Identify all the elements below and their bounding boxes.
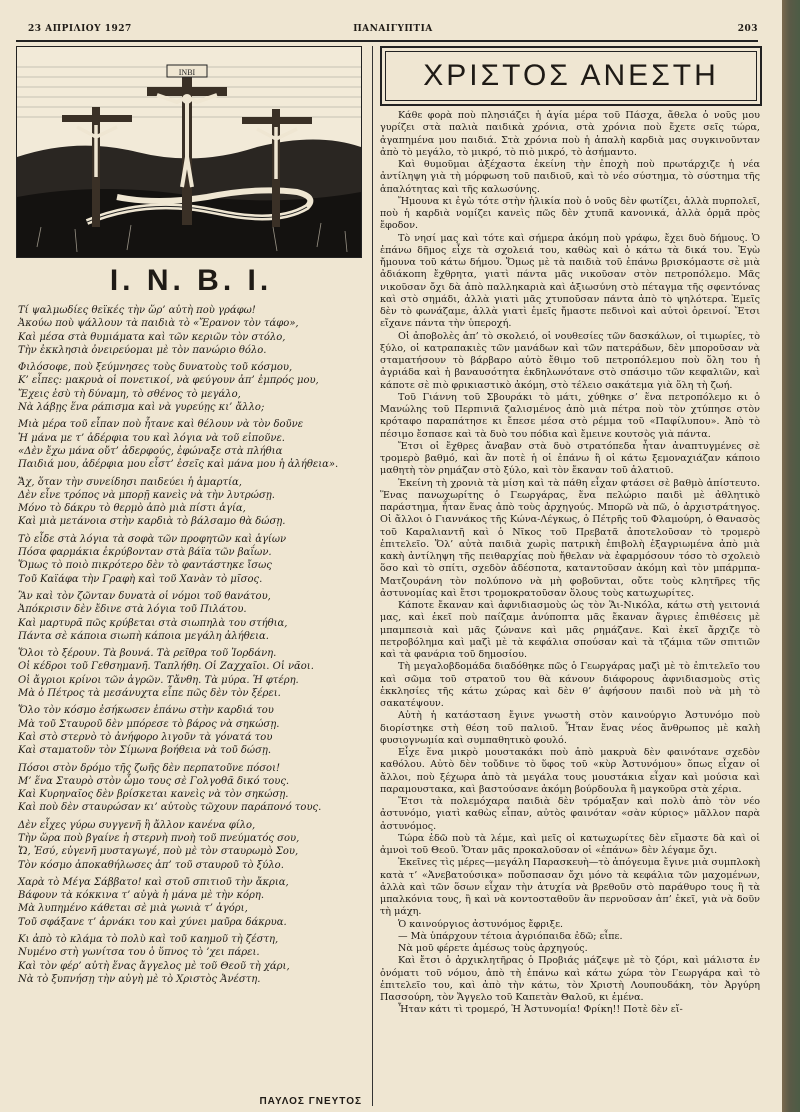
poem-line: Ἔχεις ἐσὺ τὴ δύναμη, τὸ σθένος τὸ μεγάλο,: [18, 388, 241, 400]
right-column: [380, 46, 764, 1108]
crucifixion-engraving: [16, 46, 362, 258]
poem-line: Ὅλο τὸν κόσμο ἐσήκωσεν ἐπάνω στὴν καρδιά του: [18, 705, 274, 717]
poem-stanza: [18, 476, 364, 529]
poem-line: Μὰ λυπημένο κάθεται σὲ μιὰ γωνιὰ τ’ ἀγόρι,: [18, 903, 248, 915]
poem-line: Ἀπόκρισιν δὲν ἔδινε στὰ λόγια τοῦ Πιλάτου.: [18, 604, 247, 616]
article-title: ΧΡΙΣΤΟΣ ΑΝΕΣΤΗ: [385, 51, 757, 101]
article-paragraph: Καὶ ἔτσι ὁ ἀρχικλητῆρας ὁ Προβιάς μάζεψε μὲ τὸ ζόρι, καὶ μάλιστα ἐν ὀνόματι τοῦ νόμου, ἀπὸ τὴ ἐπάνω καὶ κάτω χώρα τὸν Γεωργάρα καὶ τὸ ἐπιτελεῖο του, καὶ ἀπὸ τὴν κάτω, τὸν Χριστὴ Λουπουδάκη, τὸν Ἀργύρη Πασσούρη, τὸν Ἄγγελο τοῦ Καπετὰν Θαλοῦ, κι ἐμένα.: [380, 955, 760, 1003]
poem-stanza: [18, 418, 364, 471]
poem-stanza: [18, 361, 364, 414]
poem-line: Κι ἀπὸ τὸ κλάμα τὸ πολὺ καὶ τοῦ καημοῦ τὴ ζέστη,: [18, 934, 279, 946]
poem-line: Τὸ εἶδε στὰ λόγια τὰ σοφὰ τῶν προφητῶν καὶ ἁγίων: [18, 533, 287, 545]
poem-line: Οἱ ἄγριοι κρίνοι τῶν ἀγρῶν. Τἄνθη. Τὰ μύρα. Ἡ φτέρη.: [18, 674, 299, 686]
article-paragraph: Τὴ μεγαλοβδομάδα διαδόθηκε πῶς ὁ Γεωργάρας μαζὶ μὲ τὸ ἐπιτελεῖο του καὶ σῶμα τοῦ στρατοῦ του θὰ κάνουν διάφορους ἀφνιδιασμοὺς στὶς ἐκκλησίες τῆς κάτω χώρας καὶ δὲν θ’ ἀφήσουν παιδὶ ποὺ νὰ μὴ τὸ σακατέψουν.: [380, 661, 760, 709]
issue-date: 23 ΑΠΡΙΛΙΟΥ 1927: [28, 24, 132, 34]
poem-line: Φιλόσοφε, ποὺ ξεύμνησες τοὺς δυνατοὺς τοῦ κόσμου,: [18, 362, 293, 374]
poem-line: Τί ψαλμωδίες θεϊκές τὴν ὥρ’ αὐτὴ ποὺ γράφω!: [18, 305, 256, 316]
poem-line: Μ’ ἕνα Σταυρὸ στὸν ὦμο τους σὲ Γολγοθᾶ δικό τους.: [18, 775, 290, 787]
poem-line: Καὶ τὸν φέρ’ αὐτὴ ἕνας ἄγγελος μὲ τοῦ Θεοῦ τὴ χάρι,: [18, 960, 290, 972]
poem-line: Ἂν καὶ τὸν ζῶνταν δυνατὰ οἱ νόμοι τοῦ θανάτου,: [18, 590, 271, 602]
poem-line: Παιδιά μου, ἀδέρφια μου εἶστ’ ἐσεῖς καὶ μάνα μου ἡ ἀλήθεια».: [18, 459, 339, 471]
article-paragraph: Νὰ μοῦ φέρετε ἀμέσως τοὺς ἀρχηγούς.: [398, 943, 588, 954]
poem-line: Τὴν ἐκκλησιὰ ὀνειρεύομαι μὲ τὸν πανώριο θόλο.: [18, 344, 267, 356]
poem-line: Ἡ μάνα με τ’ ἀδέρφια του καὶ λόγια νὰ τοῦ εἰποῦνε.: [18, 432, 285, 444]
article-paragraph: Εἶχε ἕνα μικρὸ μουστακάκι ποὺ ἀπὸ μακρυὰ δὲν φαινότανε σχεδὸν καθόλου. Αὐτὸ δὲν τοὔδινε τὸ ὕφος τοῦ «κὺρ Ἀστυνόμου» ὅπως εἶχαν οἱ ἄλλοι, ποὺ ξέχωρα ἀπὸ τὰ μεγάλα τους μουστάκια εἶχαν καὶ μούσια καὶ παραμουστακα, καὶ βαστούσανε ἀκόμη βούρδουλα ἢ μαγκοῦρα στὰ χέρια.: [380, 747, 760, 795]
article-paragraph: Ἔτσι οἱ ἔχθρες ἄναβαν στὰ δυὸ στρατόπεδα ἦταν ἀναπτυγμένες σὲ τρομερὸ βαθμό, καὶ ἂν ποτὲ ἡ οἱ ἐπάνω ἢ οἱ κάτω ξεμοναχιάζαν κάποιο μαθητὴ τὸν ρημάζαν στὸ ξύλο, καὶ τὸν ἔκαναν τοῦ ἀλατιοῦ.: [380, 440, 760, 477]
article-paragraph: Τοῦ Γιάννη τοῦ Σβουράκι τὸ μάτι, χύθηκε σ’ ἕνα πετροπόλεμο κι ὁ Μανώλης τοῦ Περπινιᾶ ζαλισμένος ἀπὸ μιὰ πέτρα ποὺ τὸν χτύπησε στὸν κρόταφο παραπάτησε κι ἔπεσε μέσα στὸ ρέμμα τοῦ «Παφίλυπου». Ἀπὸ τὸ πέσιμο ἔσπασε καὶ τὰ δυὸ του πόδια καὶ ἔμεινε κουτσὸς γιὰ πάντα.: [380, 391, 760, 440]
poem-line: Ὅμως τὸ ποιὸ πικρότερο δὲν τὸ φαντάστηκε ἴσως: [18, 560, 272, 572]
poem-stanza: [18, 819, 364, 872]
article-paragraph: Κάθε φορὰ ποὺ πλησιάζει ἡ ἁγία μέρα τοῦ Πάσχα, ἄθελα ὁ νοῦς μου γυρίζει στὰ παλιὰ παιδικὰ χρόνια, στὰ χρόνια ποὺ ἔχετε σεῖς τώρα, ἀγαπημένα μου παιδιά. Στὰ χρόνια ποὺ ἡ ἁπαλὴ καρδιὰ μας συγκινοῦνταν ἀπὸ τὸ μεγάλο, τὸ μικρό, τὸ πιὸ μικρό, τὸ ἀσήμαντο.: [380, 110, 760, 158]
poem-line: Ἄχ, ὅταν τὴν συνείδησι παιδεύει ἡ ἁμαρτία,: [18, 476, 242, 488]
article-paragraph: Τώρα ἐδῶ ποὺ τὰ λέμε, καὶ μεῖς οἱ κατωχωρίτες δὲν εἴμαστε δὰ καὶ οἱ ἀμνοὶ τοῦ Θεοῦ. Ὅταν μᾶς προκαλοῦσαν οἱ «ἐπάνω» δὲν λέγαμε ὄχι.: [380, 832, 760, 856]
poem-line: Καὶ ποὺ δὲν σταυρώσαν κι’ αὐτοὺς τῶχουν παράπονό τους.: [18, 802, 322, 814]
poem-stanza: [18, 933, 364, 986]
article-paragraph: Αὐτὴ ἡ κατάσταση ἔγινε γνωστὴ στὸν καινούργιο Ἀστυνόμο ποὺ διορίστηκε στὴ θέση τοῦ παλιοῦ. Ἦταν ἕνας νέος ἄνθρωπος μὲ καλὴ φυσιογνωμία καὶ συμπαθητικὸ φουλό.: [380, 710, 760, 746]
running-head: [28, 24, 758, 38]
poem-line: «Δὲν ἔχω μάνα οὔτ’ ἀδερφούς, ἐφώναξε στὰ πλήθια: [18, 445, 283, 457]
poem-line: Ὅλοι τὸ ξέρουν. Τὰ βουνά. Τὰ ρεῖθρα τοῦ Ἰορδάνη.: [18, 648, 277, 660]
poem-line: Κ’ εἶπες: μακρυὰ οἱ πονετικοί, νὰ φεύγουν ἀπ’ ἐμπρός μου,: [18, 375, 319, 387]
article-paragraph: Ἦταν κάτι τὶ τρομερό, Ἡ Ἀστυνομία! Φρίκη!! Ποτὲ δὲν εἴ-: [398, 1004, 683, 1016]
poem-stanza: [18, 304, 364, 357]
poem-line: Καὶ μέσα στὰ θυμιάματα καὶ τῶν κεριῶν τὸν στόλο,: [18, 331, 286, 343]
header-rule: [16, 40, 758, 42]
article-paragraph: Καὶ θυμοῦμαι ἀξέχαστα ἐκείνη τὴν ἐποχὴ ποὺ πρωτάρχιζε ἡ νέα ἀντίληψη γιὰ τὴ μόρφωση τοῦ παιδιοῦ, καὶ τὸ νέο σύστημα, τὸ σύστημα τῆς ἁπαλότητας καὶ τῆς καλωσύνης.: [380, 159, 760, 195]
poem-line: Πόσοι στὸν δρόμο τῆς ζωῆς δὲν περπατοῦνε πόσοι!: [18, 762, 281, 774]
poem-line: Δὲν εἶνε τρόπος νὰ μπορῇ κανεὶς νὰ τὴν λυτρώσῃ.: [18, 489, 275, 501]
left-column: [16, 46, 366, 1108]
poem-stanza: [18, 590, 364, 643]
poem-line: Νὰ λάβῃς ἕνα ράπισμα καὶ νὰ γυρεύῃς κι’ ἄλλο;: [18, 402, 265, 414]
poem-line: Μὰ ὁ Πέτρος τὰ μεσάνυχτα εἶπε πῶς δὲν τὸν ξέρει.: [18, 688, 281, 700]
poem-line: Νυμένο στὴ γωνίτσα του ὁ ὕπνος τὸ ’χει πάρει.: [18, 947, 260, 959]
poem-line: Οἱ κέδροι τοῦ Γεθσημανῆ. Ταπλήθη. Οἱ Ζαχχαῖοι. Οἱ νᾶοι.: [18, 661, 314, 673]
poem-line: Μόνο τὸ δάκρυ τὸ θερμὸ ἀπὸ μιὰ πίστι ἁγία,: [18, 503, 246, 515]
poem-stanza: [18, 762, 364, 815]
poem-line: Μιὰ μέρα τοῦ εἶπαν ποὺ ἦτανε καὶ θέλουν νὰ τὸν δοῦνε: [18, 419, 304, 431]
poem-line: Καὶ στὸ στερνὸ τὸ ἀνήφορο λιγοῦν τὰ γόνατά του: [18, 731, 273, 743]
article-paragraph: — Μὰ ὑπάρχουν τέτοια ἀγριόπαιδα ἐδῶ; εἶπε.: [398, 930, 623, 942]
poem-stanza: [18, 647, 364, 700]
poem-line: Καὶ Κυρηναῖος δὲν βρίσκεται κανεὶς νὰ τὸν σηκώσῃ.: [18, 789, 289, 801]
poem-line: Τοῦ σφάξανε τ’ ἀρνάκι του καὶ χύνει μαῦρα δάκρυα.: [18, 916, 287, 928]
article-paragraph: Ἐκείνη τὴ χρονιὰ τὰ μίση καὶ τὰ πάθη εἶχαν φτάσει σὲ βαθμὸ ἀπίστευτο. Ἕνας πανωχωρίτης ὁ Γεωργάρας, ἕνα πελώριο παιδὶ μὲ ἀθλητικὸ παράστημα, ἦταν ἕνας ἀπὸ τοὺς ἀρχηγούς. Μπορῶ νὰ πῶ, ὁ ἀρχιστράτηγος. Οἱ ἄλλοι ὁ Γιαννάκος τῆς Κώνα-Λέγκως, ὁ Πέτρῆς τοῦ Φλαμούρη, ὁ Θανασὸς τοῦ Καραλιαντῆ καὶ ὁ Νῖκος τοῦ Πρεβατᾶ ἀποτελοῦσαν τὸ τρομερὸ ἐπιτελεῖο. Ὅλ’ αὐτὰ παιδιὰ χωρὶς πατρικὴ ἐπιβολὴ ἐξαγριωμένα ἀπὸ μιὰ κακὴ ἀντίληψη τῆς πειθαρχίας ποὺ ἤθελαν νὰ ἐφαρμόσουν τόσο τὸ σχολειὸ ὅσο καὶ τὸ σπίτι, σχεδὸν ἀδέσποτα, καταντοῦσαν ἀκόμη καὶ τὸν μπάρμπα-Ματζουράνη τὸν πολύπονο νὰ μὴ φοβοῦνται, οὔτε τοὺς κλητῆρες τῆς ἀστυνομίας καὶ ἔτσι τρομοκρατοῦσαν ὅλους τοὺς κατωχωρίτες.: [380, 477, 760, 599]
poem-line: Τοῦ Καϊάφα τὴν Γραφὴ καὶ τοῦ Χανὰν τὸ μῖσος.: [18, 573, 263, 585]
article-paragraph: Ἤμουνα κι ἐγὼ τότε στὴν ἡλικία ποὺ ὁ νοῦς δὲν φωτίζει, ἀλλὰ πυρπολεῖ, ποὺ ἡ καρδιὰ νομίζει κανεὶς πῶς δὲν χτυπᾶ κανονικά, ἀλλὰ ὁρμᾶ πρὸς ἔφοδον.: [380, 195, 760, 232]
poem-line: Ἀκούω ποὺ ψάλλουν τὰ παιδιὰ τὸ «Ἔρανον τὸν τάφο»,: [18, 318, 299, 330]
poem-stanza: [18, 533, 364, 586]
poem-line: Χαρὰ τὸ Μέγα Σάββατο! καὶ στοῦ σπιτιοῦ τὴν ἄκρια,: [18, 876, 289, 888]
poem-body: [18, 304, 364, 990]
poem-stanza: [18, 704, 364, 757]
article-body: [380, 110, 760, 1017]
article-paragraph: Τὸ νησί μας καὶ τότε καὶ σήμερα ἀκόμη ποὺ γράφω, ἔχει δυὸ δήμους. Ὁ ἐπάνω δῆμος εἶχε τὰ σχολειά του, καθὼς καὶ ὁ κάτω τὰ δικά του. Ἐγὼ ἤμουνα τοῦ κάτω δήμου. Ὅμως μὲ τὰ παιδιὰ τοῦ ἐπάνω βρισκόμαστε σὲ μιὰ ἀδιάκοπη ἔχθρητα, γιατὶ πάντα μᾶς νικοῦσαν στὸν πετροπόλεμο. Μᾶς νικοῦσαν ὄχι δὰ ἀπὸ παλληκαριὰ καὶ ἀξιωσύνη στὸ πέταγμα τῆς σφεντόνας καὶ στὸ σημάδι, ἀλλὰ γιατὶ μᾶς χτυποῦσαν πάντα ἀπὸ τὸ ψηλότερα. Ἐμεῖς δὲν τὸ φωνάζαμε, ἀλλὰ γιατὶ ἐμεῖς ἤμαστε πεδινοὶ καὶ αὐτοὶ ὀρεινοί. Ἔτσι εἴχανε πάντα τὴν ὑπεροχή.: [380, 232, 760, 330]
poem-line: Καὶ σταματοῦν τὸν Σίμωνα βοήθεια νὰ τοῦ δώσῃ.: [18, 745, 272, 757]
article-paragraph: Ἔτσι τὰ πολεμόχαρα παιδιὰ δὲν τρόμαξαν καὶ πολὺ ἀπὸ τὸν νέο ἀστυνόμο, γιατὶ καθὼς εἶπαν, αὐτὸς φαινόταν «σὰν κύριος» μᾶλλον παρὰ ἀστυνόμος.: [380, 796, 760, 832]
poem-line: Καὶ μιὰ μετάνοια στὴν καρδιὰ τὸ βάλσαμο θὰ δώσῃ.: [18, 516, 286, 528]
book-spine: [782, 0, 800, 1112]
article-paragraph: Ὁ καινούργιος ἀστυνόμος ἔφριξε.: [398, 918, 564, 930]
article-paragraph: Ἐκεῖνες τὶς μέρες—μεγάλη Παρασκευὴ—τὸ ἀπόγευμα ἔγινε μιὰ συμπλοκὴ κατὰ τ’ «Ἀνεβατούσικα» ποὔσπασαν ὄχι μόνο τὰ κεφάλια τῶν μαχομένων, ἀλλὰ καὶ τῶν ὅσων εἶχαν τὴν ἀτυχία νὰ βρεθοῦν στὸ παράθυρο τους ἢ τὰ μπαλκόνια τους, ἢ καὶ νὰ κοντοσταθοῦν ἂν περνοῦσαν ἀπ’ ἐκεῖ, γιὰ νὰ δοῦν τὴ μάχη.: [380, 857, 760, 918]
poem-line: Νὰ τὸ ξυπνήσῃ τὴν αὐγὴ μὲ τὸ Χριστὸς Ἀνέστη.: [18, 973, 261, 985]
poem-line: Μὰ τοῦ Σταυροῦ δὲν μπόρεσε τὸ βάρος νὰ σηκώσῃ.: [18, 718, 280, 730]
article-paragraph: Κάποτε ἔκαναν καὶ ἀφνιδιασμοὺς ὡς τὸν Ἅι-Νικόλα, κάτω στὴ γειτονιά μας, καὶ ἐκεῖ ποὺ παίζαμε ἀνύποπτα μᾶς ἔκαναν ἄγριες ἐπιθέσεις μὲ μπαμπεσιὰ καὶ μᾶς ζώνανε καὶ μᾶς ρημάζανε. Καὶ ἐκεῖ ἄρχιζε τὸ πετροβόλημα καὶ μαζὶ μὲ τὰ κεφάλια σπούσαν καὶ τὰ τζάμια τῶν σπιτιῶν καὶ τὰ φανάρια τοῦ δημοσίου.: [380, 600, 760, 660]
poem-line: Πόσα φαρμάκια ἐκρύβονταν στὰ βάϊα τῶν βαΐων.: [18, 547, 272, 559]
article-paragraph: Οἱ ἀποβολὲς ἀπ’ τὸ σκολειό, οἱ νουθεσίες τῶν δασκάλων, οἱ τιμωρίες, τὸ ξύλο, οἱ κατραπακιὲς τῶν μανάδων καὶ τῶν πατεράδων, δὲν μποροῦσαν νὰ σταματήσουν τὸ βάρβαρο αὐτὸ ἔθιμο τοῦ πετροπόλεμου ποὺ ὅλη του ἡ ἀγριάδα καὶ ἡ βαναυσότητα ἐκδηλωνότανε στὸ σπάσιμο τῶν κεφαλιῶν, καὶ κάποτε σὲ πιὸ φρικιαστικὸ ἀκόμη, στὸ τέλειο σακάτεμα γιὰ ὅλη τὴ ζωή.: [380, 330, 760, 391]
poem-line: Καὶ μαρτυρᾶ πῶς κρύβεται στὰ σιωπηλὰ του στήθια,: [18, 617, 288, 629]
page-number: 203: [737, 24, 758, 34]
poem-signature: ΠΑΥΛΟΣ ΓΝΕΥΤΟΣ: [259, 1096, 362, 1107]
column-divider: [372, 46, 373, 1106]
article-title-box: [380, 46, 762, 106]
poem-stanza: [18, 876, 364, 929]
cross-inscription: INBI: [178, 68, 196, 77]
poem-title: Ι. Ν. Β. Ι.: [109, 264, 273, 297]
poem-line: Τὸν κόσμο ἀποκαθήλωσες ἀπ’ τοῦ σταυροῦ τὸ ξύλο.: [18, 859, 284, 871]
poem-line: Πάντα σὲ κάποια σιωπὴ κάποια μεγάλη ἀλήθεια.: [18, 630, 269, 642]
poem-line: Βάφουν τὰ κόκκινα τ’ αὐγὰ ἡ μάνα μὲ τὴν κόρη.: [18, 890, 265, 902]
poem-line: Δὲν εἶχες γύρω συγγενῆ ἢ ἄλλον κανένα φίλο,: [18, 819, 256, 831]
poem-line: Ὤ, Ἐσύ, εὐγενῆ μυσταγωγέ, ποὺ μὲ τὸν σταυρωμὸ Σου,: [18, 846, 299, 858]
publication-title: ΠΑΝΑΙΓΥΠΤΙΑ: [353, 24, 433, 34]
poem-line: Τὴν ὥρα ποὺ βγαίνε ἡ στερνὴ πνοὴ τοῦ πνεύματός σου,: [18, 832, 300, 844]
